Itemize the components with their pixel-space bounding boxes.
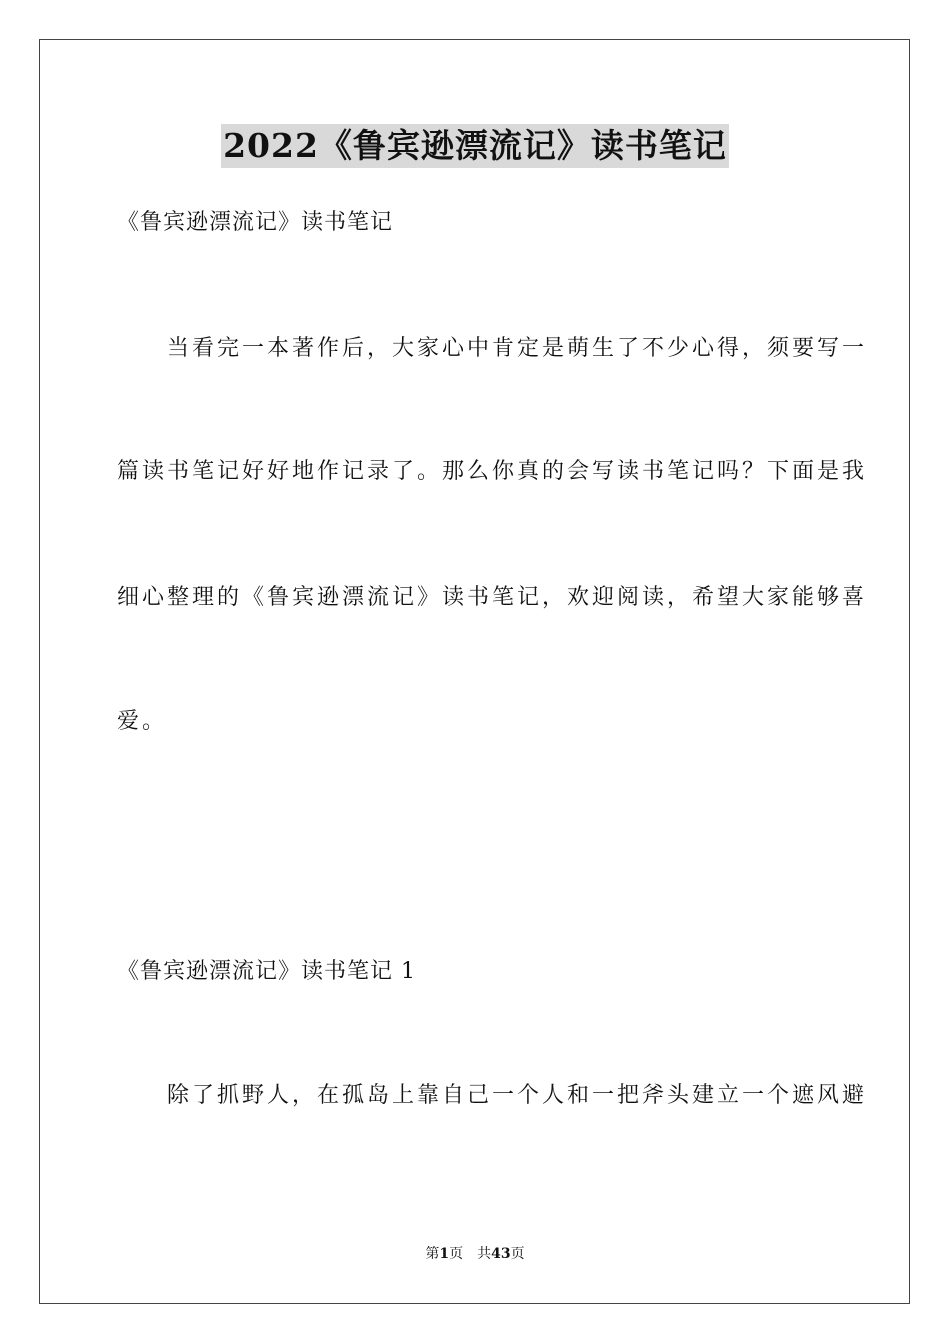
paragraph-line: 当看完一本著作后，大家心中肯定是萌生了不少心得，须要写一 [117, 336, 868, 361]
title-container [0, 124, 950, 168]
page-footer [0, 1245, 950, 1263]
document-subtitle: 《鲁宾逊漂流记》读书笔记 [117, 210, 394, 235]
paragraph-line: 篇读书笔记好好地作记录了。那么你真的会写读书笔记吗？下面是我 [117, 459, 868, 484]
footer-page-prefix: 第 [425, 1246, 440, 1262]
footer-total-prefix: 共 [477, 1246, 492, 1262]
document-title: 2022《鲁宾逊漂流记》读书笔记 [221, 124, 729, 168]
footer-page-suffix: 页 [449, 1246, 464, 1262]
footer-total-pages: 43 [491, 1246, 511, 1262]
footer-page-number: 1 [439, 1246, 450, 1262]
paragraph-line: 细心整理的《鲁宾逊漂流记》读书笔记，欢迎阅读，希望大家能够喜 [117, 585, 868, 610]
paragraph-line: 爱。 [117, 709, 168, 734]
section-heading: 《鲁宾逊漂流记》读书笔记 1 [117, 959, 416, 984]
paragraph-line: 除了抓野人，在孤岛上靠自己一个人和一把斧头建立一个遮风避 [117, 1083, 868, 1108]
footer-total-suffix: 页 [510, 1246, 525, 1262]
